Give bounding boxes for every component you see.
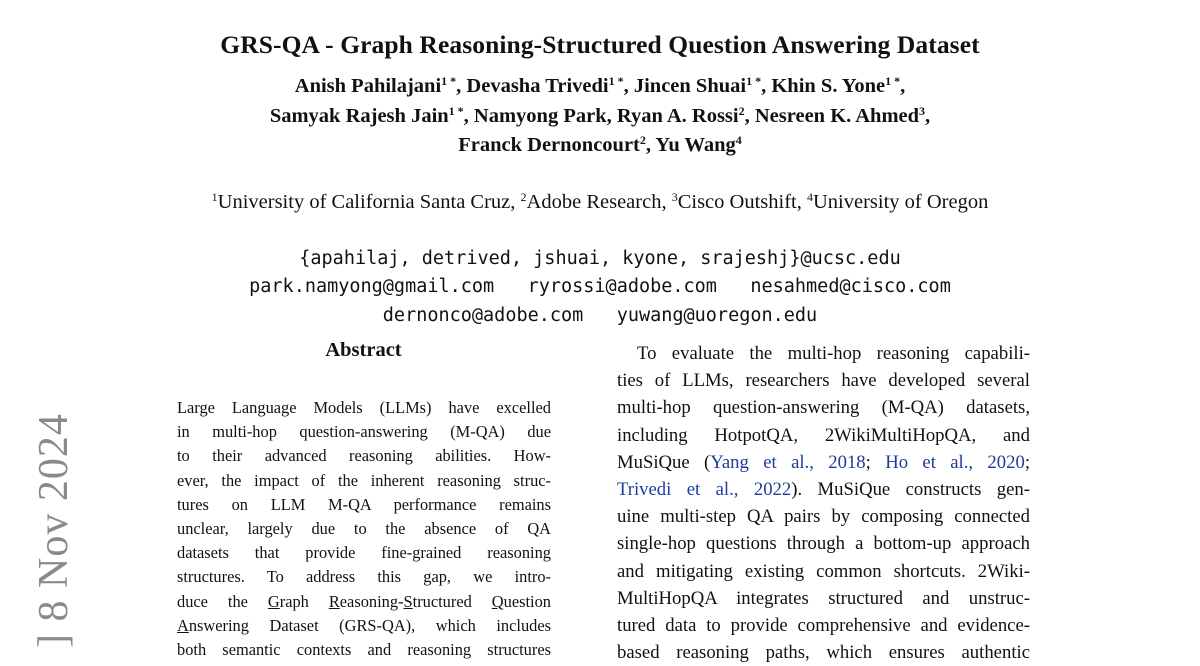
citation-link[interactable]: Trivedi et al., 2022 (617, 479, 792, 501)
author-name: Samyak Rajesh Jain (269, 105, 449, 127)
citation-link[interactable]: Ho et al., 2020 (885, 451, 1025, 473)
text-run: easoning- (339, 591, 404, 611)
author-name: Franck Dernoncourt (458, 134, 640, 156)
author-affiliation-mark: 1 * (885, 74, 901, 88)
author-affiliation-mark: 2 (639, 133, 646, 147)
author-affiliation-mark: 1 * (448, 104, 464, 118)
abstract-line: in multi-hop question-answering (M-QA) due (177, 422, 551, 442)
acronym-letter: R (328, 591, 340, 611)
abstract-line (177, 614, 551, 638)
text-run: raph (279, 591, 329, 611)
abstract-line (177, 590, 551, 614)
text-run: tructured (412, 591, 492, 611)
affiliation-mark: 4 (806, 190, 813, 204)
intro-line (617, 449, 1030, 476)
arxiv-side-stamp: ] 8 Nov 2024 (31, 413, 77, 648)
author-list-line-1: Anish Pahilajani$^{1 *}$, Devasha Trivedi$^{1 *}$, Jincen Shuai$^{1 *}$, Khin S. Yone$^{1 *}$, (294, 74, 906, 97)
abstract-line: ever, the impact of the inherent reasoning struc- (177, 470, 551, 490)
text-run: duce the (177, 591, 268, 611)
author-affiliation-mark: 1 * (746, 74, 762, 88)
affiliation-mark: 3 (671, 190, 678, 204)
intro-line: MultiHopQA integrates structured and unstruc- (617, 587, 1030, 609)
abstract-line: unclear, largely due to the absence of QA (177, 519, 551, 539)
abstract-heading: Abstract (325, 339, 402, 361)
email-line-3: dernonco@adobe.com yuwang@uoregon.edu (382, 305, 818, 326)
acronym-letter: A (177, 615, 189, 635)
affiliation-name: University of California Santa Cruz, (217, 191, 521, 213)
author-name: Namyong Park (473, 105, 607, 127)
author-affiliation-mark: 4 (735, 133, 742, 147)
paper-title: GRS-QA - Graph Reasoning-Structured Question Answering Dataset (220, 30, 980, 59)
acronym-letter: G (267, 591, 280, 611)
intro-line: ties of LLMs, researchers have developed several (617, 370, 1030, 392)
author-name: Jincen Shuai (633, 75, 747, 97)
abstract-line: structures. To address this gap, we intro- (177, 567, 551, 587)
author-name: Devasha Trivedi (466, 75, 609, 97)
author-name: Anish Pahilajani (294, 75, 442, 97)
author-name: Yu Wang (655, 134, 736, 156)
affiliation-mark: 2 (520, 190, 527, 204)
affiliation-name: Adobe Research, (526, 191, 672, 213)
intro-line (617, 476, 1030, 503)
affiliations (0, 190, 1200, 214)
abstract-body (177, 396, 551, 662)
intro-paragraph (617, 340, 1030, 666)
abstract-line: to their advanced reasoning abilities. How- (177, 446, 551, 466)
intro-line: multi-hop question-answering (M-QA) datasets, (617, 397, 1030, 419)
intro-line: including HotpotQA, 2WikiMultiHopQA, and (617, 424, 1030, 446)
author-affiliation-mark: 1 * (441, 74, 457, 88)
abstract-line: tures on LLM M-QA performance remains (177, 494, 551, 514)
email-line-1: {apahilaj, detrived, jshuai, kyone, srajeshj}@ucsc.edu (299, 248, 901, 269)
author-name: Khin S. Yone (771, 75, 886, 97)
author-affiliation-mark: 3 (919, 104, 926, 118)
author-name: Ryan A. Rossi (616, 105, 739, 127)
text-run: ; (1024, 451, 1031, 473)
text-run: nswering Dataset (GRS-QA), which includes (188, 615, 551, 635)
acronym-letter: Q (491, 591, 504, 611)
text-run: MuSiQue ( (617, 451, 711, 473)
text-run: uestion (503, 591, 551, 611)
acronym-letter: S (403, 591, 413, 611)
intro-line: tured data to provide comprehensive and evidence- (617, 615, 1030, 637)
intro-line: single-hop questions through a bottom-up approach (617, 533, 1030, 555)
email-line-2: park.namyong@gmail.com ryrossi@adobe.com nesahmed@cisco.com (249, 276, 951, 297)
intro-line: based reasoning paths, which ensures authentic (617, 642, 1030, 664)
author-affiliation-mark: 2 (738, 104, 745, 118)
affiliation-mark: 1 (211, 190, 218, 204)
intro-line: and mitigating existing common shortcuts. 2Wiki- (617, 560, 1030, 582)
author-affiliation-mark: 1 * (608, 74, 624, 88)
author-name: Nesreen K. Ahmed (754, 105, 920, 127)
intro-line: To evaluate the multi-hop reasoning capabili- (637, 343, 1030, 364)
text-run: ). MuSiQue constructs gen- (791, 479, 1030, 501)
abstract-line: datasets that provide fine-grained reasoning (177, 543, 551, 563)
author-list-line-2: Samyak Rajesh Jain$^{1 *}$, Namyong Park, Ryan A. Rossi$^2$, Nesreen K. Ahmed$^3$, (269, 104, 931, 127)
abstract-line: both semantic contexts and reasoning structures (177, 640, 551, 660)
text-run: ; (865, 451, 886, 473)
abstract-line: Large Language Models (LLMs) have excelled (177, 398, 551, 417)
intro-line: uine multi-step QA pairs by composing connected (617, 506, 1030, 528)
author-list-line-3: Franck Dernoncourt$^2$, Yu Wang$^4$ (458, 133, 742, 156)
citation-link[interactable]: Yang et al., 2018 (710, 451, 866, 473)
affiliation-name: Cisco Outshift, (677, 191, 807, 213)
affiliation-name: University of Oregon (812, 191, 989, 213)
